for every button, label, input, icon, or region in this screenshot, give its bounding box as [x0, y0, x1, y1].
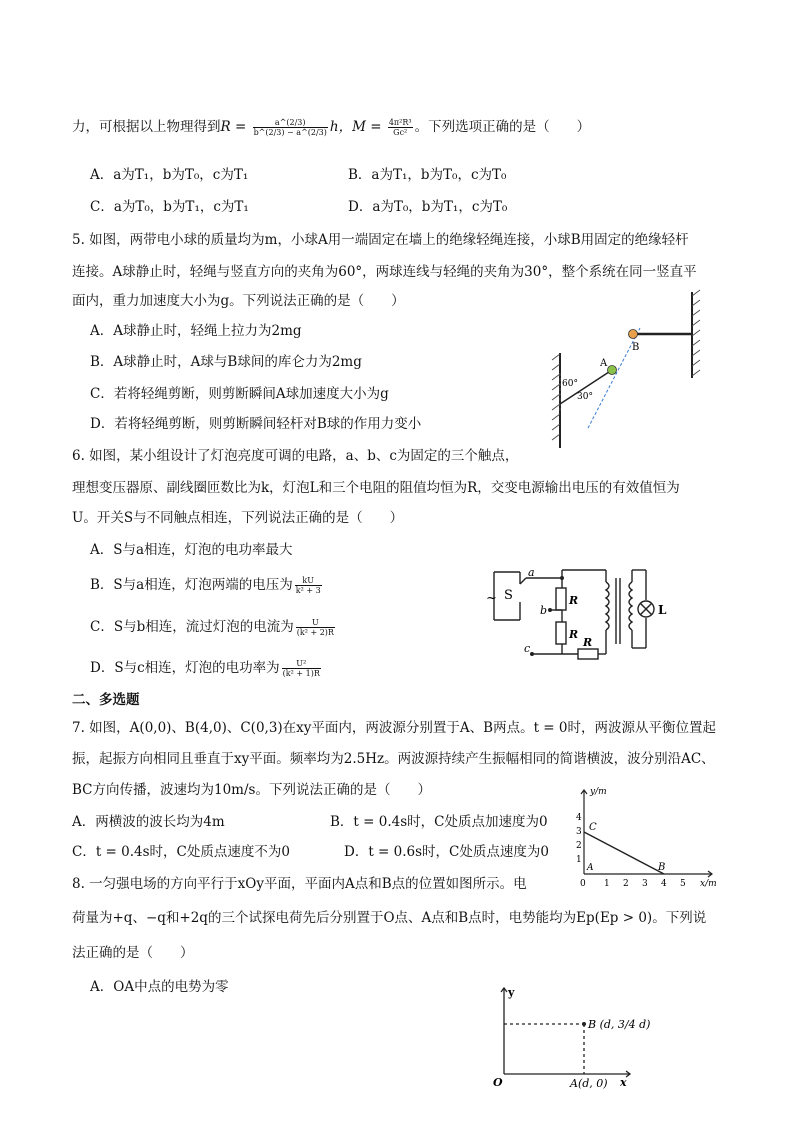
q7-y-label: y/m — [590, 787, 607, 797]
q6-option-c-den: (k² + 2)R — [296, 628, 334, 637]
q7-label-a: A — [587, 863, 594, 873]
q7-label-c: C — [589, 822, 597, 833]
q7-option-b: B．t = 0.4s时，C处质点加速度为0 — [330, 814, 548, 830]
q8-label-o: O — [493, 1076, 503, 1089]
q4-option-a: A．a为T₁，b为T₀，c为T₁ — [90, 167, 249, 183]
q4-stem-text: 力，可根据以上物理得到 — [72, 119, 221, 135]
q5-label-b: B — [632, 342, 640, 353]
q5-angle-30: 30° — [577, 392, 593, 402]
q7-ytick-3: 3 — [576, 827, 582, 837]
q7-option-c: C．t = 0.4s时，C处质点速度不为0 — [72, 844, 290, 860]
q8-figure — [480, 982, 680, 1092]
q7-line-3: BC方向传播，波速均为10m/s。下列说法正确的是（ ） — [72, 782, 431, 798]
q6-label-a: a — [528, 566, 535, 579]
q4-m-label: M = — [352, 119, 386, 135]
q6-resistor-2 — [556, 622, 566, 644]
q6-line-3: U。开关S与不同触点相连，下列说法正确的是（ ） — [72, 510, 404, 526]
q5-figure — [540, 288, 720, 453]
q4-option-d: D．a为T₀，b为T₁，c为T₀ — [348, 199, 508, 215]
q5-angle-60: 60° — [562, 379, 578, 389]
q4-option-b: B．a为T₁，b为T₀，c为T₀ — [348, 167, 507, 183]
q8-label-x: x — [620, 1076, 627, 1089]
q5-option-d: D．若将轻绳剪断，则剪断瞬间轻杆对B球的作用力变小 — [90, 416, 422, 432]
q7-xtick-4: 4 — [661, 879, 667, 889]
q6-label-s: S — [504, 588, 513, 603]
q7-x-label: x/m — [700, 879, 717, 889]
q5-label-a: A — [600, 358, 608, 369]
q5-right-wall-hatch — [692, 290, 700, 376]
section-2-heading: 二、多选题 — [72, 692, 140, 708]
q6-secondary-coil — [629, 582, 632, 630]
q7-ytick-1: 1 — [576, 855, 582, 865]
q4-r-frac-den: b^(2/3) − a^(2/3) — [253, 128, 327, 137]
q4-r-label: R = — [220, 119, 251, 135]
q8-label-y: y — [508, 986, 515, 999]
q4-m-fraction — [388, 118, 413, 137]
q4-stem-after: 。下列选项正确的是（ ） — [414, 119, 591, 135]
q8-line-2: 荷量为+q、−q和+2q的三个试探电荷先后分别置于O点、A点和B点时，电势能均为Ep(Ep > 0)。下列说 — [72, 910, 707, 926]
q6-option-d-num: U² — [282, 659, 321, 669]
q5-option-b: B．A球静止时，A球与B球间的库仑力为2mg — [90, 354, 362, 370]
q6-circuit-figure — [482, 562, 692, 666]
q6-line-1: 6. 如图，某小组设计了灯泡亮度可调的电路，a、b、c为固定的三个触点， — [72, 448, 519, 464]
q6-label-c: c — [524, 642, 531, 655]
q8-label-b: B (d, 3/4 d) — [588, 1018, 651, 1031]
q5-ball-b — [629, 330, 638, 339]
q6-resistor-1 — [556, 588, 566, 610]
q7-xtick-1: 1 — [604, 879, 610, 889]
q7-line-1: 7. 如图，A(0,0)、B(4,0)、C(0,3)在xy平面内，两波源分别置于A、B两点。t = 0时，两波源从平衡位置起 — [72, 720, 716, 736]
q5-line-2: 连接。A球静止时，轻绳与竖直方向的夹角为60°，两球连线与轻绳的夹角为30°，整个系统在同一竖直平 — [72, 264, 697, 280]
q6-line-2: 理想变压器原、副线圈匝数比为k，灯泡L和三个电阻的阻值均恒为R，交变电源输出电压的有效值恒为 — [72, 480, 680, 496]
q8-line-1: 8. 一匀强电场的方向平行于xOy平面，平面内A点和B点的位置如图所示。电 — [72, 876, 527, 892]
q5-option-c: C．若将轻绳剪断，则剪断瞬间A球加速度大小为g — [90, 386, 389, 402]
q6-option-b-den: k² + 3 — [295, 586, 321, 595]
q4-option-c: C．a为T₀，b为T₁，c为T₁ — [90, 199, 249, 215]
q7-xtick-3: 3 — [642, 879, 648, 889]
q7-xtick-2: 2 — [623, 879, 629, 889]
q4-m-frac-den: Gc² — [393, 128, 408, 137]
q5-option-a: A．A球静止时，轻绳上拉力为2mg — [90, 323, 302, 339]
q6-option-b-fraction — [295, 576, 322, 595]
q7-xtick-0: 0 — [580, 879, 586, 889]
q4-m-frac-num: 4π²R³ — [388, 118, 412, 127]
q7-option-d: D．t = 0.6s时，C处质点速度为0 — [344, 844, 549, 860]
q6-label-r3: R — [583, 636, 593, 649]
q6-option-d-text: D．S与c相连，灯泡的电功率为 — [90, 660, 280, 676]
q5-left-wall-hatch — [552, 354, 560, 440]
q8-option-a: A．OA中点的电势为零 — [90, 979, 229, 995]
q6-label-r1: R — [569, 594, 579, 607]
q6-option-c-text: C．S与b相连，流过灯泡的电流为 — [90, 619, 294, 635]
q7-xtick-5: 5 — [680, 879, 686, 889]
q6-option-d-fraction — [282, 659, 321, 678]
q7-figure — [572, 782, 722, 892]
q6-option-d-den: (k² + 1)R — [282, 669, 320, 678]
q6-option-c — [90, 617, 337, 637]
q4-r-fraction — [253, 118, 328, 137]
q5-line-1: 5. 如图，两带电小球的质量均为m，小球A用一端固定在墙上的绝缘轻绳连接，小球B用固定的绝缘轻杆 — [72, 232, 689, 248]
q6-option-b — [90, 575, 324, 595]
q6-resistor-3 — [578, 649, 598, 659]
q6-option-d — [90, 658, 323, 678]
q7-label-b: B — [658, 862, 666, 873]
q6-source-symbol: ~ — [486, 591, 497, 606]
q7-option-a: A．两横波的波长均为4m — [72, 814, 225, 830]
q8-line-3: 法正确的是（ ） — [72, 945, 194, 961]
q6-label-l: L — [658, 603, 667, 617]
q6-option-b-num: kU — [295, 576, 322, 586]
q4-stem — [72, 117, 590, 137]
q5-ball-a — [608, 366, 617, 375]
q8-point-b — [582, 1022, 586, 1026]
q8-label-a: A(d, 0) — [570, 1077, 608, 1090]
q6-option-c-num: U — [296, 618, 335, 628]
q6-label-b: b — [540, 604, 548, 617]
q4-h: h， — [329, 119, 353, 135]
q7-ytick-2: 2 — [576, 841, 582, 851]
q6-option-c-fraction — [296, 618, 335, 637]
q7-ytick-4: 4 — [576, 813, 582, 823]
q6-option-b-text: B．S与a相连，灯泡两端的电压为 — [90, 577, 293, 593]
q4-r-frac-num: a^(2/3) — [253, 118, 328, 128]
q7-segment-cb — [584, 832, 664, 874]
q6-primary-coil — [606, 582, 609, 630]
q6-label-r2: R — [569, 628, 579, 641]
q5-line-3: 面内，重力加速度大小为g。下列说法正确的是（ ） — [72, 293, 405, 309]
q7-line-2: 振，起振方向相同且垂直于xy平面。频率均为2.5Hz。两波源持续产生振幅相同的简谐横波，波分别沿AC、 — [72, 751, 715, 767]
q6-option-a: A．S与a相连，灯泡的电功率最大 — [90, 542, 293, 558]
